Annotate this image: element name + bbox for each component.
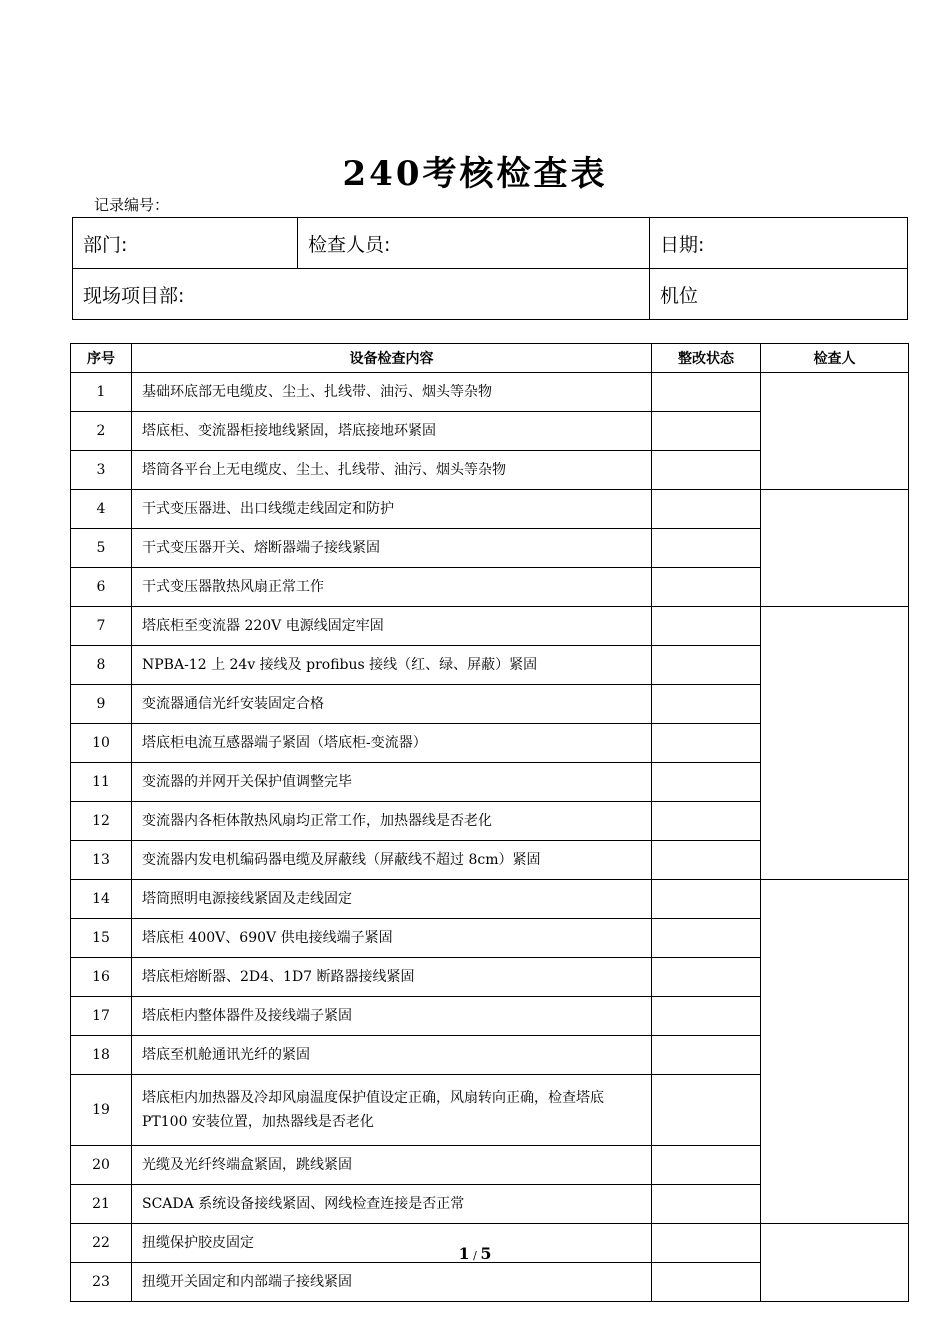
col-header-content: 设备检查内容 [132, 344, 652, 373]
row-content: 塔底柜熔断器、2D4、1D7 断路器接线紧固 [132, 958, 652, 997]
row-content: 塔筒照明电源接线紧固及走线固定 [132, 880, 652, 919]
position-field[interactable]: 机位 [650, 269, 908, 320]
checker-cell[interactable] [761, 880, 909, 1224]
table-row [71, 607, 909, 646]
row-content: 塔底至机舱通讯光纤的紧固 [132, 1036, 652, 1075]
row-number: 2 [71, 412, 132, 451]
status-cell[interactable] [652, 451, 761, 490]
status-cell[interactable] [652, 880, 761, 919]
status-cell[interactable] [652, 529, 761, 568]
status-cell[interactable] [652, 1146, 761, 1185]
status-cell[interactable] [652, 685, 761, 724]
status-cell[interactable] [652, 958, 761, 997]
table-row [71, 880, 909, 919]
row-content: 扭缆保护胶皮固定 [132, 1224, 652, 1263]
page-title: 240考核检查表 [342, 154, 608, 194]
row-number: 20 [71, 1146, 132, 1185]
row-content: 塔底柜 400V、690V 供电接线端子紧固 [132, 919, 652, 958]
page-total: 5 [480, 1244, 492, 1263]
row-number: 18 [71, 1036, 132, 1075]
page-number: 1 / 5 [458, 1244, 492, 1263]
status-cell[interactable] [652, 607, 761, 646]
row-content: 塔筒各平台上无电缆皮、尘土、扎线带、油污、烟头等杂物 [132, 451, 652, 490]
row-number: 12 [71, 802, 132, 841]
row-number: 22 [71, 1224, 132, 1263]
status-cell[interactable] [652, 490, 761, 529]
row-number: 7 [71, 607, 132, 646]
row-content: 基础环底部无电缆皮、尘土、扎线带、油污、烟头等杂物 [132, 373, 652, 412]
row-content: 塔底柜内加热器及冷却风扇温度保护值设定正确，风扇转向正确，检查塔底 PT100 安装位置，加热器线是否老化 [132, 1075, 652, 1146]
col-header-no: 序号 [71, 344, 132, 373]
row-content: 塔底柜内整体器件及接线端子紧固 [132, 997, 652, 1036]
record-number-label: 记录编号： [94, 196, 170, 214]
status-cell[interactable] [652, 802, 761, 841]
status-cell[interactable] [652, 1185, 761, 1224]
status-cell[interactable] [652, 919, 761, 958]
row-content: 塔底柜、变流器柜接地线紧固，塔底接地环紧固 [132, 412, 652, 451]
header-table [72, 217, 908, 320]
status-cell[interactable] [652, 724, 761, 763]
row-content: 干式变压器散热风扇正常工作 [132, 568, 652, 607]
row-number: 13 [71, 841, 132, 880]
page-current: 1 [458, 1244, 470, 1263]
status-cell[interactable] [652, 646, 761, 685]
row-content: 塔底柜至变流器 220V 电源线固定牢固 [132, 607, 652, 646]
row-number: 23 [71, 1263, 132, 1302]
row-number: 15 [71, 919, 132, 958]
row-number: 1 [71, 373, 132, 412]
row-number: 21 [71, 1185, 132, 1224]
row-number: 11 [71, 763, 132, 802]
table-body [71, 373, 909, 1302]
site-field[interactable]: 现场项目部: [73, 269, 650, 320]
inspector-field[interactable]: 检查人员: [298, 218, 650, 269]
row-content: NPBA-12 上 24v 接线及 profibus 接线（红、绿、屏蔽）紧固 [132, 646, 652, 685]
col-header-checker: 检查人 [761, 344, 909, 373]
checker-cell[interactable] [761, 373, 909, 490]
inspection-table [70, 343, 909, 1302]
row-number: 8 [71, 646, 132, 685]
row-content: 干式变压器进、出口线缆走线固定和防护 [132, 490, 652, 529]
table-row [71, 373, 909, 412]
row-number: 4 [71, 490, 132, 529]
row-content: 塔底柜电流互感器端子紧固（塔底柜-变流器） [132, 724, 652, 763]
status-cell[interactable] [652, 412, 761, 451]
checker-cell[interactable] [761, 607, 909, 880]
row-content: 变流器的并网开关保护值调整完毕 [132, 763, 652, 802]
row-number: 9 [71, 685, 132, 724]
status-cell[interactable] [652, 997, 761, 1036]
row-content: 变流器内发电机编码器电缆及屏蔽线（屏蔽线不超过 8cm）紧固 [132, 841, 652, 880]
row-number: 19 [71, 1075, 132, 1146]
checker-cell[interactable] [761, 490, 909, 607]
row-number: 10 [71, 724, 132, 763]
col-header-status: 整改状态 [652, 344, 761, 373]
dept-field[interactable]: 部门: [73, 218, 298, 269]
status-cell[interactable] [652, 1036, 761, 1075]
status-cell[interactable] [652, 373, 761, 412]
status-cell[interactable] [652, 1263, 761, 1302]
row-content: 干式变压器开关、熔断器端子接线紧固 [132, 529, 652, 568]
date-field[interactable]: 日期: [650, 218, 908, 269]
status-cell[interactable] [652, 763, 761, 802]
row-number: 6 [71, 568, 132, 607]
status-cell[interactable] [652, 568, 761, 607]
table-row [71, 490, 909, 529]
row-content: 扭缆开关固定和内部端子接线紧固 [132, 1263, 652, 1302]
row-number: 5 [71, 529, 132, 568]
row-content: SCADA 系统设备接线紧固、网线检查连接是否正常 [132, 1185, 652, 1224]
status-cell[interactable] [652, 1075, 761, 1146]
row-number: 3 [71, 451, 132, 490]
status-cell[interactable] [652, 841, 761, 880]
row-number: 14 [71, 880, 132, 919]
row-content: 变流器通信光纤安装固定合格 [132, 685, 652, 724]
row-content: 变流器内各柜体散热风扇均正常工作，加热器线是否老化 [132, 802, 652, 841]
row-number: 16 [71, 958, 132, 997]
row-number: 17 [71, 997, 132, 1036]
row-content: 光缆及光纤终端盒紧固，跳线紧固 [132, 1146, 652, 1185]
